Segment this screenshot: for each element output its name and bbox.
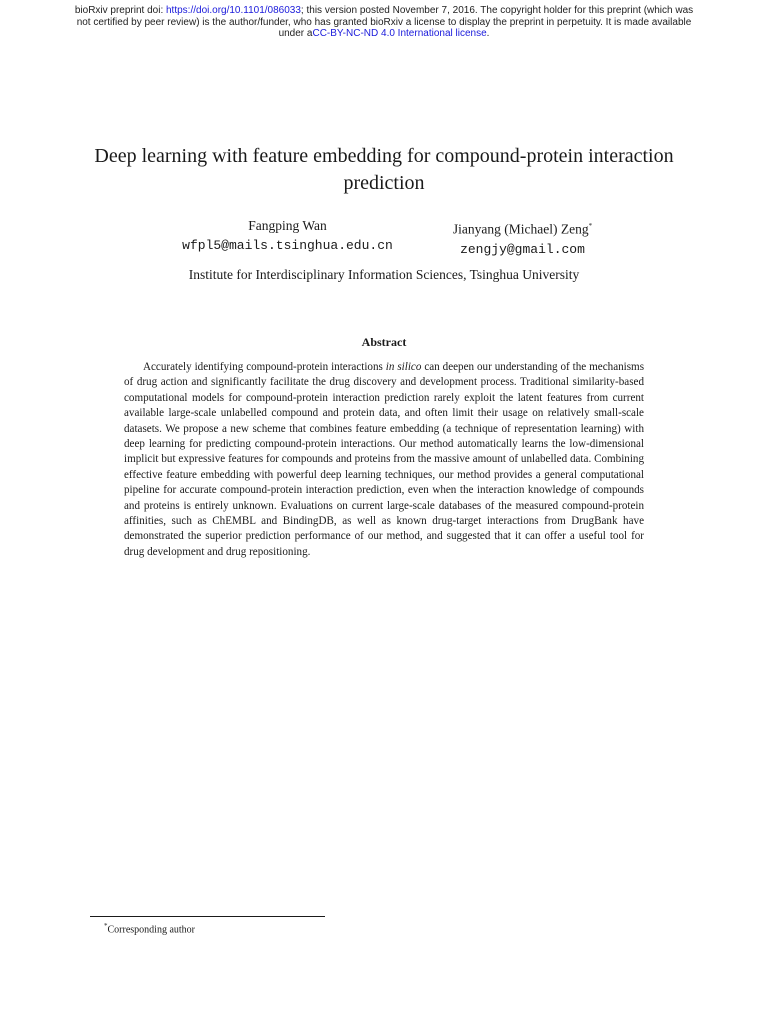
footnote-rule — [90, 916, 325, 917]
footnote-text: Corresponding author — [107, 924, 195, 936]
banner-line-3: under aCC-BY-NC-ND 4.0 International license. — [278, 28, 490, 39]
paper-title: Deep learning with feature embedding for compound-protein interaction prediction — [94, 145, 674, 194]
italic-term: in silico — [385, 361, 422, 373]
banner-line-1: bioRxiv preprint doi: https://doi.org/10.1101/086033; this version posted November 7, 2016. The copyright holder for this preprint (which was — [74, 5, 694, 16]
footnote — [104, 920, 195, 936]
author-name: Fangping Wan — [248, 218, 327, 233]
preprint-banner — [40, 5, 728, 40]
footnote-mark: * — [104, 922, 108, 930]
license-link[interactable]: CC-BY-NC-ND 4.0 International license — [312, 28, 487, 39]
corresponding-mark: * — [588, 222, 593, 230]
banner-line-2: not certified by peer review) is the author/funder, who has granted bioRxiv a license to display the preprint in perpetuity. It is made available — [76, 16, 692, 28]
abstract-heading: Abstract — [361, 335, 407, 349]
author-2 — [415, 217, 630, 259]
abstract-body: Accurately identifying compound-protein interactions in silico can deepen our understanding of the mechanisms of drug action and significantly facilitate the drug discovery and development process. Traditional similarity-based computational models for compound-protein interaction prediction rarely exploit the latent features from current available large-scale unlabelled compound and protein data, and often limit their usage on relatively small-scale datasets. We propose a new scheme that combines feature embedding (a technique of representation learning) with deep learning for predicting compound-protein interactions. Our method automatically learns the low-dimensional implicit but expressive features for compounds and proteins from the massive amount of unlabelled data. Combining effective feature embedding with powerful deep learning techniques, our method provides a general computational pipeline for accurate compound-protein interaction prediction, even when the interaction knowledge of compounds and proteins is entirely unknown. Evaluations on current large-scale databases of the measured compound-protein affinities, such as ChEMBL and BindingDB, as well as known drug-target interactions from DrugBank have demonstrated the superior prediction performance of our method, and suggested that it can offer a useful tool for drug development and drug repositioning. — [124, 361, 645, 558]
doi-link[interactable]: https://doi.org/10.1101/086033 — [166, 5, 301, 16]
author-1 — [150, 217, 425, 255]
author-email[interactable]: wfpl5@mails.tsinghua.edu.cn — [182, 238, 393, 253]
author-name: Jianyang (Michael) Zeng — [452, 221, 589, 237]
author-email[interactable]: zengjy@gmail.com — [460, 241, 585, 257]
affiliation: Institute for Interdisciplinary Information Sciences, Tsinghua University — [188, 267, 580, 282]
